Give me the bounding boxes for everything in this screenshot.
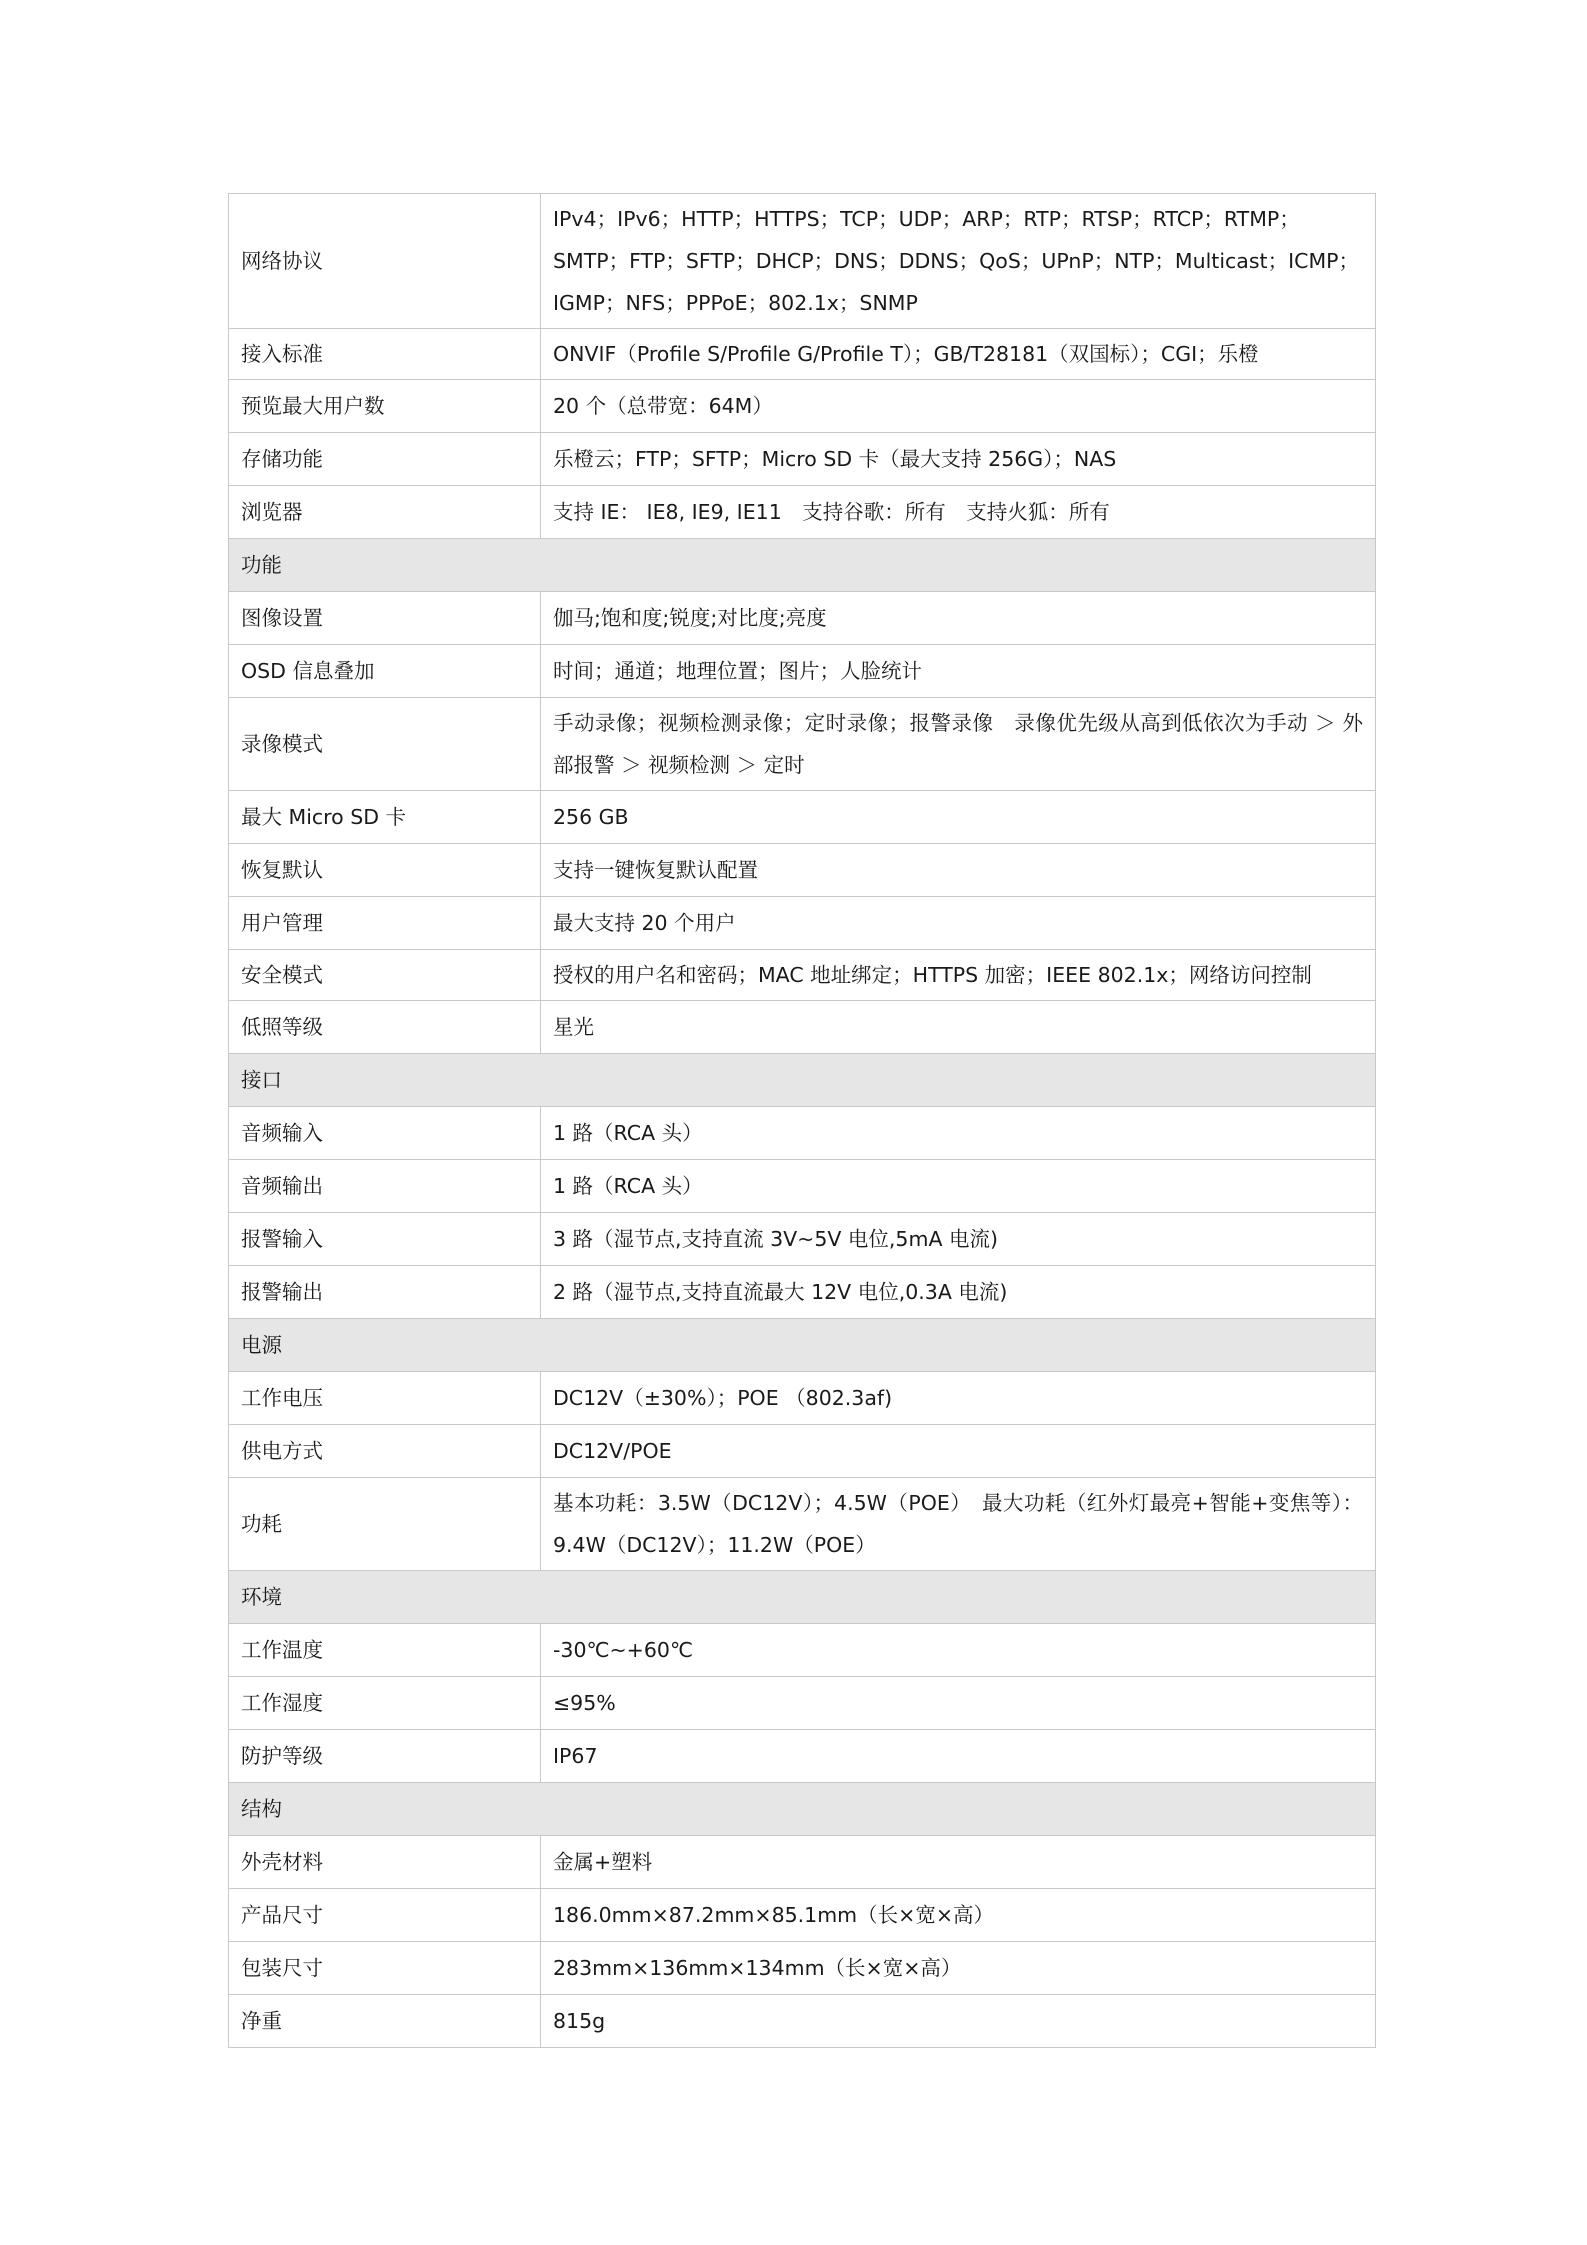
spec-row [229,1266,1376,1319]
spec-row [229,380,1376,433]
spec-row [229,433,1376,486]
spec-row [229,1372,1376,1425]
spec-row [229,1107,1376,1160]
spec-value: 256 GB [541,791,1376,844]
spec-value: -30℃~+60℃ [541,1624,1376,1677]
section-header-row [229,1054,1376,1107]
section-header-row [229,1319,1376,1372]
section-header-row [229,1783,1376,1836]
spec-value: ONVIF（Profile S/Profile G/Profile T）；GB/T28181（双国标）；CGI；乐橙 [541,329,1376,380]
spec-value: 3 路（湿节点,支持直流 3V~5V 电位,5mA 电流) [541,1213,1376,1266]
section-header-row [229,539,1376,592]
spec-label: 音频输入 [229,1107,541,1160]
spec-row [229,698,1376,791]
spec-label: 工作电压 [229,1372,541,1425]
spec-value: DC12V/POE [541,1425,1376,1478]
spec-table-body [229,194,1376,2048]
spec-row [229,950,1376,1001]
spec-label: 产品尺寸 [229,1889,541,1942]
spec-label: 防护等级 [229,1730,541,1783]
spec-value: 基本功耗：3.5W（DC12V）；4.5W（POE） 最大功耗（红外灯最亮+智能+变焦等）：9.4W（DC12V）；11.2W（POE） [541,1478,1376,1571]
spec-row [229,1889,1376,1942]
spec-value: 186.0mm×87.2mm×85.1mm（长×宽×高） [541,1889,1376,1942]
spec-value: 授权的用户名和密码；MAC 地址绑定；HTTPS 加密；IEEE 802.1x；网络访问控制 [541,950,1376,1001]
spec-label: 安全模式 [229,950,541,1001]
spec-label: 网络协议 [229,194,541,329]
section-title: 接口 [229,1054,1376,1107]
spec-row [229,329,1376,380]
spec-value: ≤95% [541,1677,1376,1730]
spec-table [228,193,1376,2048]
spec-label: 包装尺寸 [229,1942,541,1995]
spec-row [229,1425,1376,1478]
spec-row [229,1730,1376,1783]
spec-label: 用户管理 [229,897,541,950]
spec-value: 最大支持 20 个用户 [541,897,1376,950]
spec-value: 支持一键恢复默认配置 [541,844,1376,897]
spec-label: 报警输入 [229,1213,541,1266]
spec-label: 功耗 [229,1478,541,1571]
section-title: 结构 [229,1783,1376,1836]
spec-label: 低照等级 [229,1001,541,1054]
spec-row [229,194,1376,329]
spec-value: 1 路（RCA 头） [541,1160,1376,1213]
spec-label: OSD 信息叠加 [229,645,541,698]
spec-value: 2 路（湿节点,支持直流最大 12V 电位,0.3A 电流) [541,1266,1376,1319]
spec-value: IPv4；IPv6；HTTP；HTTPS；TCP；UDP；ARP；RTP；RTSP；RTCP；RTMP；SMTP；FTP；SFTP；DHCP；DNS；DDNS；QoS；UPnP；NTP；Multicast；ICMP；IGMP；NFS；PPPoE；802.1x；SNMP [541,194,1376,329]
spec-row [229,897,1376,950]
spec-row [229,1213,1376,1266]
spec-value: 283mm×136mm×134mm（长×宽×高） [541,1942,1376,1995]
spec-value: 20 个（总带宽：64M） [541,380,1376,433]
spec-label: 工作温度 [229,1624,541,1677]
spec-row [229,1160,1376,1213]
spec-label: 供电方式 [229,1425,541,1478]
spec-label: 外壳材料 [229,1836,541,1889]
spec-label: 净重 [229,1995,541,2048]
section-title: 功能 [229,539,1376,592]
spec-value: IP67 [541,1730,1376,1783]
section-header-row [229,1571,1376,1624]
spec-value: 时间；通道；地理位置；图片；人脸统计 [541,645,1376,698]
spec-value: 手动录像；视频检测录像；定时录像；报警录像 录像优先级从高到低依次为手动 ＞ 外部报警 ＞ 视频检测 ＞ 定时 [541,698,1376,791]
spec-label: 预览最大用户数 [229,380,541,433]
spec-label: 恢复默认 [229,844,541,897]
spec-label: 最大 Micro SD 卡 [229,791,541,844]
spec-label: 存储功能 [229,433,541,486]
spec-row [229,592,1376,645]
section-title: 电源 [229,1319,1376,1372]
spec-row [229,1478,1376,1571]
spec-value: DC12V（±30%）；POE （802.3af) [541,1372,1376,1425]
spec-row [229,1836,1376,1889]
spec-label: 浏览器 [229,486,541,539]
spec-row [229,1995,1376,2048]
spec-label: 工作湿度 [229,1677,541,1730]
spec-value: 1 路（RCA 头） [541,1107,1376,1160]
spec-row [229,1677,1376,1730]
spec-label: 图像设置 [229,592,541,645]
spec-label: 报警输出 [229,1266,541,1319]
spec-row [229,844,1376,897]
spec-label: 音频输出 [229,1160,541,1213]
spec-value: 支持 IE： IE8, IE9, IE11 支持谷歌：所有 支持火狐：所有 [541,486,1376,539]
spec-row [229,1001,1376,1054]
spec-row [229,645,1376,698]
spec-value: 乐橙云；FTP；SFTP；Micro SD 卡（最大支持 256G）；NAS [541,433,1376,486]
spec-value: 815g [541,1995,1376,2048]
spec-label: 接入标准 [229,329,541,380]
section-title: 环境 [229,1571,1376,1624]
spec-label: 录像模式 [229,698,541,791]
spec-row [229,486,1376,539]
spec-value: 伽马;饱和度;锐度;对比度;亮度 [541,592,1376,645]
spec-row [229,1624,1376,1677]
spec-row [229,791,1376,844]
spec-value: 星光 [541,1001,1376,1054]
spec-value: 金属+塑料 [541,1836,1376,1889]
spec-row [229,1942,1376,1995]
